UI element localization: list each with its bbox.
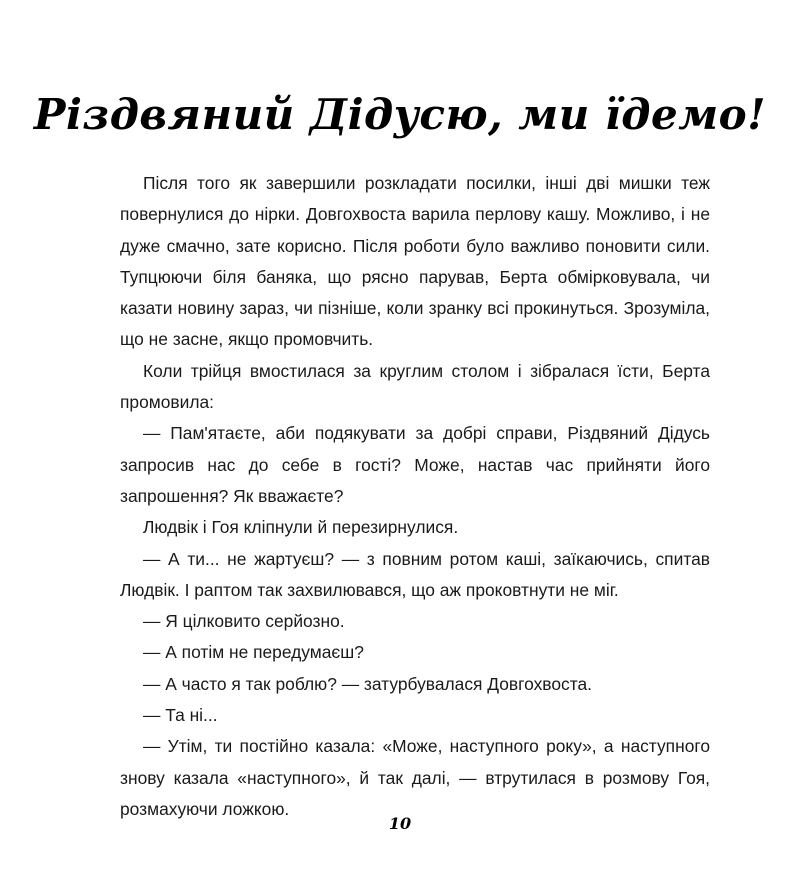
paragraph-6: — Я цілковито серйозно. <box>143 611 345 632</box>
paragraph-10: — Утім, ти постійно казала: «Може, наступного року», а наступного знову казала «наступного», й так далі, — втрутилася в розмову Гоя, розмахуючи ложкою. <box>120 736 710 819</box>
paragraph-1: Після того як завершили розкладати посилки, інші дві мишки теж повернулися до нірки. Довгохвоста варила перлову кашу. Можливо, і не дуже смачно, зате корисно. Після роботи було важливо поновити сили. Тупцюючи біля баняка, що рясно парував, Берта обмірковувала, чи казати новину зараз, чи пізніше, коли зранку всі прокинуться. Зрозуміла, що не засне, якщо промовчить. <box>120 173 710 350</box>
paragraph-9: — Та ні... <box>143 705 218 726</box>
page-number: 10 <box>388 814 412 833</box>
paragraph-3: — Пам'ятаєте, аби подякувати за добрі справи, Різдвяний Дідусь запросив нас до себе в гості? Може, настав час прийняти його запрошення? Як вважаєте? <box>120 423 710 506</box>
paragraph-2: Коли трійця вмостилася за круглим столом і зібралася їсти, Берта промовила: <box>120 360 710 413</box>
paragraph-8: — А часто я так роблю? — затурбувалася Довгохвоста. <box>143 673 592 694</box>
chapter-title: Різдвяний Дідусю, ми їдемо! <box>33 90 767 139</box>
paragraph-7: — А потім не передумаєш? <box>143 642 364 663</box>
paragraph-4: Людвік і Гоя кліпнули й перезирнулися. <box>143 517 459 538</box>
paragraph-5: — А ти... не жартуєш? — з повним ротом каші, заїкаючись, спитав Людвік. І раптом так захвилювався, що аж проковтнути не міг. <box>120 548 710 600</box>
chapter-body <box>120 168 710 825</box>
